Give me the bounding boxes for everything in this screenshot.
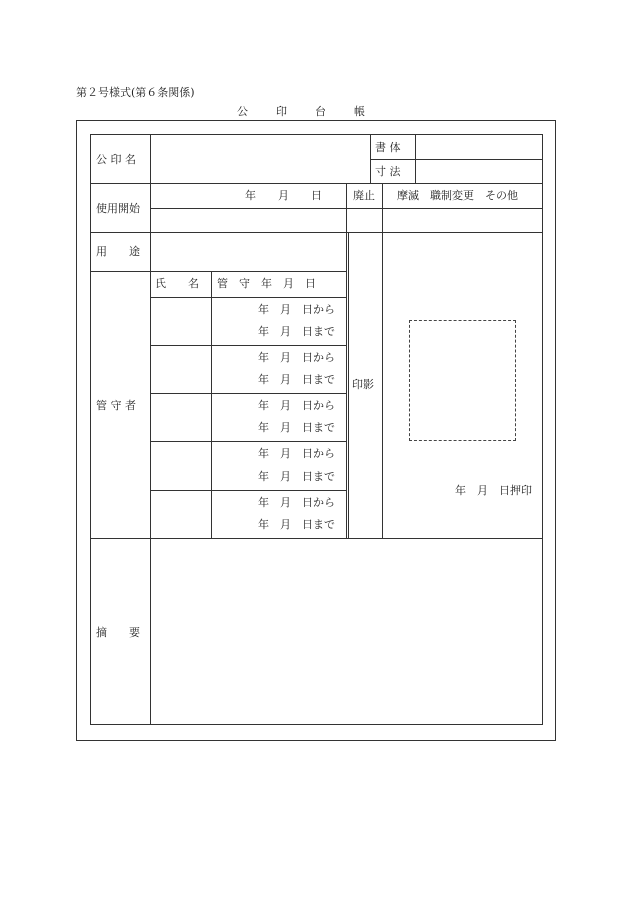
row-divider bbox=[90, 183, 543, 184]
custody-date-column-header: 管 守 年 月 日 bbox=[217, 277, 316, 290]
custody-row-from: 年 月 日から bbox=[258, 447, 335, 460]
document-title: 公印台帳 bbox=[237, 105, 393, 118]
row-divider bbox=[150, 441, 346, 442]
custody-row-from: 年 月 日から bbox=[258, 351, 335, 364]
row-divider bbox=[90, 271, 346, 272]
custody-row-to: 年 月 日まで bbox=[258, 325, 335, 338]
column-divider bbox=[382, 183, 383, 232]
column-divider bbox=[415, 134, 416, 183]
abolition-label: 廃止 bbox=[353, 189, 375, 202]
column-divider bbox=[346, 232, 347, 538]
column-divider bbox=[348, 232, 349, 538]
custody-row-to: 年 月 日まで bbox=[258, 470, 335, 483]
column-divider bbox=[370, 134, 371, 183]
usage-start-date: 年 月 日 bbox=[245, 189, 322, 202]
custody-row-to: 年 月 日まで bbox=[258, 373, 335, 386]
seal-impression-box bbox=[409, 320, 516, 441]
row-divider bbox=[150, 393, 346, 394]
custody-row-from: 年 月 日から bbox=[258, 399, 335, 412]
font-label: 書 体 bbox=[375, 141, 401, 154]
column-divider bbox=[382, 232, 383, 538]
seal-impression-label: 印影 bbox=[352, 378, 374, 391]
custody-row-to: 年 月 日まで bbox=[258, 518, 335, 531]
seal-name-label: 公 印 名 bbox=[96, 153, 136, 166]
form-number-label: 第２号様式(第６条関係) bbox=[76, 86, 195, 99]
usage-start-label: 使用開始 bbox=[96, 202, 140, 215]
row-divider bbox=[90, 538, 543, 539]
row-divider bbox=[90, 232, 543, 233]
custody-row-to: 年 月 日まで bbox=[258, 421, 335, 434]
name-column-header: 氏 名 bbox=[155, 277, 199, 290]
stamp-date-label: 年 月 日押印 bbox=[455, 484, 532, 497]
column-divider bbox=[150, 134, 151, 725]
custody-row-from: 年 月 日から bbox=[258, 303, 335, 316]
row-divider bbox=[150, 345, 346, 346]
custodian-label: 管 守 者 bbox=[96, 399, 136, 412]
summary-label: 摘 要 bbox=[96, 626, 140, 639]
column-divider bbox=[346, 183, 347, 232]
abolition-reasons: 摩滅 職制変更 その他 bbox=[397, 189, 518, 202]
row-divider bbox=[150, 490, 346, 491]
column-divider bbox=[211, 271, 212, 538]
row-divider bbox=[370, 159, 543, 160]
row-divider bbox=[150, 297, 346, 298]
custody-row-from: 年 月 日から bbox=[258, 496, 335, 509]
size-label: 寸 法 bbox=[375, 165, 401, 178]
purpose-label: 用 途 bbox=[96, 245, 140, 258]
